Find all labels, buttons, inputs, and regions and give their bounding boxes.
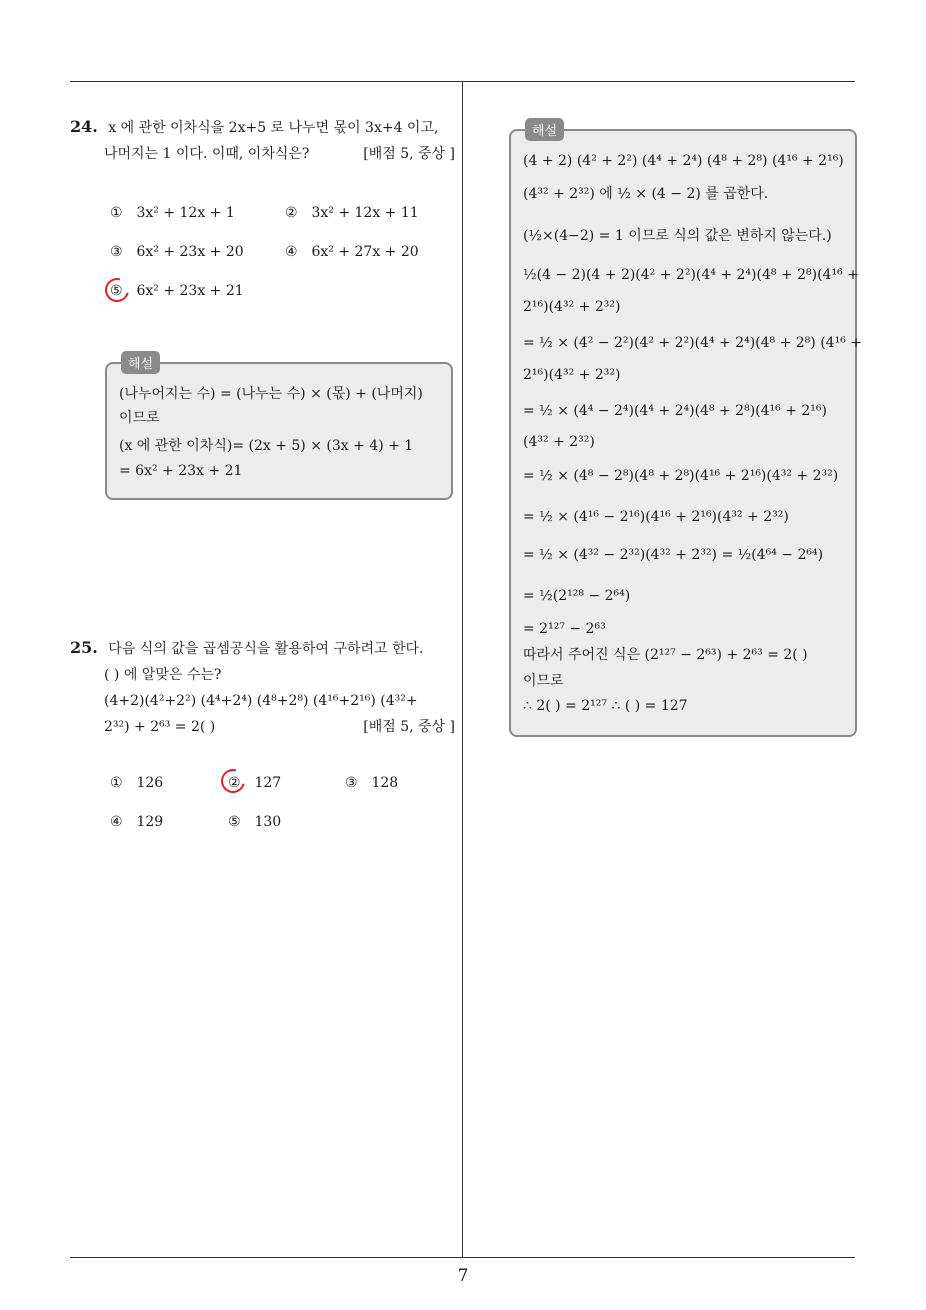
explanation-line: = ½ × (4² − 2²)(4² + 2²)(4⁴ + 2⁴)(4⁸ + 2⁸) (4¹⁶ + (523, 335, 862, 351)
explanation-tag: 해설 (525, 118, 564, 141)
explanation-line: (나누어지는 수) = (나누는 수) × (몫) + (나머지) (119, 386, 423, 402)
option-4[interactable]: ④ 129 (110, 814, 164, 830)
option-1[interactable]: ① 3x² + 12x + 1 (110, 205, 235, 221)
score-label: [배점 5, 중상 ] (363, 146, 455, 162)
question-text-line2: ( ) 에 알맞은 수는? (104, 667, 222, 683)
option-1[interactable]: ① 126 (110, 775, 164, 791)
explanation-line: 2¹⁶)(4³² + 2³²) (523, 299, 621, 315)
question-number: 24. (70, 117, 98, 136)
question-number: 25. (70, 638, 98, 657)
option-3[interactable]: ③ 6x² + 23x + 20 (110, 244, 244, 260)
explanation-line: = ½(2¹²⁸ − 2⁶⁴) (523, 588, 631, 604)
explanation-line: = ½ × (4¹⁶ − 2¹⁶)(4¹⁶ + 2¹⁶)(4³² + 2³²) (523, 509, 789, 525)
explanation-line: = ½ × (4⁴ − 2⁴)(4⁴ + 2⁴)(4⁸ + 2⁸)(4¹⁶ + 2¹⁶) (523, 403, 827, 419)
explanation-line: (4 + 2) (4² + 2²) (4⁴ + 2⁴) (4⁸ + 2⁸) (4¹⁶ + 2¹⁶) (523, 153, 844, 169)
question-text-line2: 나머지는 1 이다. 이때, 이차식은? (104, 146, 310, 162)
question-text-line3: (4+2)(4²+2²) (4⁴+2⁴) (4⁸+2⁸) (4¹⁶+2¹⁶) (4³²+ (104, 693, 418, 709)
explanation-line: 따라서 주어진 식은 (2¹²⁷ − 2⁶³) + 2⁶³ = 2( ) (523, 647, 808, 663)
explanation-line: (½×(4−2) = 1 이므로 식의 값은 변하지 않는다.) (523, 228, 832, 244)
explanation-line: ∴ 2( ) = 2¹²⁷ ∴ ( ) = 127 (523, 698, 688, 714)
question-24 (70, 114, 455, 167)
explanation-line: (4³² + 2³²) (523, 434, 595, 450)
question-text-line1: x 에 관한 이차식을 2x+5 로 나누면 몫이 3x+4 이고, (108, 120, 439, 136)
option-5[interactable]: ⑤ 6x² + 23x + 21 (110, 283, 244, 299)
option-3[interactable]: ③ 128 (345, 775, 399, 791)
explanation-line: = ½ × (4⁸ − 2⁸)(4⁸ + 2⁸)(4¹⁶ + 2¹⁶)(4³² + 2³²) (523, 468, 839, 484)
explanation-box-25 (509, 124, 862, 737)
score-label: [배점 5, 중상 ] (363, 719, 455, 735)
question-25 (70, 635, 455, 740)
explanation-box-24 (105, 357, 453, 500)
option-2[interactable]: ② 127 (228, 775, 282, 791)
answer-circle-mark (101, 274, 134, 307)
explanation-line: 이므로 (119, 410, 160, 426)
explanation-line: (x 에 관한 이차식)= (2x + 5) × (3x + 4) + 1 (119, 438, 414, 454)
page-number: 7 (457, 1266, 469, 1286)
bottom-rule (70, 1257, 855, 1258)
explanation-line: ½(4 − 2)(4 + 2)(4² + 2²)(4⁴ + 2⁴)(4⁸ + 2⁸)(4¹⁶ + (523, 267, 859, 283)
explanation-line: 이므로 (523, 673, 564, 689)
explanation-tag: 해설 (121, 351, 160, 374)
explanation-line: (4³² + 2³²) 에 ½ × (4 − 2) 를 곱한다. (523, 186, 769, 202)
explanation-line: = 2¹²⁷ − 2⁶³ (523, 621, 606, 637)
explanation-line: = 6x² + 23x + 21 (119, 463, 243, 479)
question-text-line1: 다음 식의 값을 곱셈공식을 활용하여 구하려고 한다. (108, 641, 424, 657)
option-4[interactable]: ④ 6x² + 27x + 20 (285, 244, 419, 260)
question-text-line4: 2³²) + 2⁶³ = 2( ) (104, 719, 216, 735)
column-divider (462, 82, 463, 1257)
option-5[interactable]: ⑤ 130 (228, 814, 282, 830)
explanation-line: 2¹⁶)(4³² + 2³²) (523, 367, 621, 383)
option-2[interactable]: ② 3x² + 12x + 11 (285, 205, 419, 221)
explanation-line: = ½ × (4³² − 2³²)(4³² + 2³²) = ½(4⁶⁴ − 2⁶⁴) (523, 547, 824, 563)
